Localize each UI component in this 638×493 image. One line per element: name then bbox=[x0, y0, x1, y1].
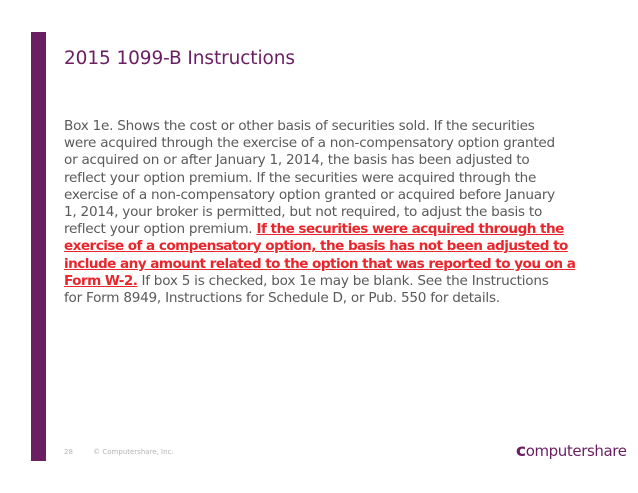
highlighted-text: If the securities were acquired through the bbox=[256, 221, 564, 238]
body-line bbox=[64, 255, 576, 273]
logo-mark: c bbox=[516, 441, 526, 461]
highlighted-text: include any amount related to the option that was reported to you on a bbox=[64, 255, 576, 272]
body-paragraph bbox=[64, 118, 576, 307]
body-line bbox=[64, 238, 568, 255]
highlighted-text: Form W-2. bbox=[64, 272, 138, 289]
body-line: were acquired through the exercise of a non-compensatory option granted bbox=[64, 135, 555, 152]
body-text-segment: If box 5 is checked, box 1e may be blank. See the Instructions bbox=[137, 272, 549, 289]
slide-footer bbox=[64, 448, 174, 456]
side-accent-bar bbox=[31, 32, 46, 461]
copyright-notice: © Computershare, Inc. bbox=[93, 448, 174, 456]
body-line bbox=[64, 273, 548, 290]
highlighted-text: exercise of a compensatory option, the basis has not been adjusted to bbox=[64, 238, 568, 255]
body-line bbox=[64, 221, 564, 238]
page-number: 28 bbox=[64, 448, 73, 456]
body-line: 1, 2014, your broker is permitted, but not required, to adjust the basis to bbox=[64, 204, 543, 221]
computershare-logo bbox=[516, 441, 627, 461]
logo-text: omputershare bbox=[525, 442, 627, 460]
body-line: Box 1e. Shows the cost or other basis of securities sold. If the securities bbox=[64, 118, 535, 134]
slide-title: 2015 1099-B Instructions bbox=[64, 48, 295, 69]
body-line: reflect your option premium. If the securities were acquired through the bbox=[64, 169, 537, 186]
body-line: or acquired on or after January 1, 2014, the basis has been adjusted to bbox=[64, 152, 530, 169]
body-line: exercise of a non-compensatory option granted or acquired before January bbox=[64, 186, 555, 203]
body-text-segment: reflect your option premium. bbox=[64, 221, 257, 238]
body-line: for Form 8949, Instructions for Schedule D, or Pub. 550 for details. bbox=[64, 290, 500, 307]
